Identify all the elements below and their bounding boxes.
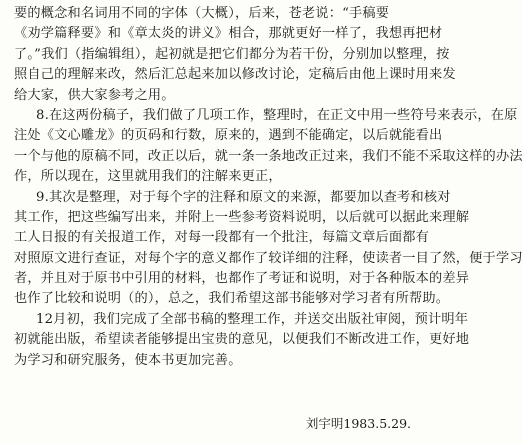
text-line-5: 给大家，供大家参考之用。 — [14, 87, 175, 103]
text-line-3: 了。”我们（指编辑组），起初就是把它们都分为若干份，分别加以整理，按 — [14, 46, 450, 62]
signature-date: 刘宇明1983.5.29. — [305, 416, 411, 431]
text-line-11: 其工作，把这些编写出来，并附上一些参考资料说明，以后就可以据此来理解 — [14, 209, 470, 225]
text-line-9: 作，所以现在，这里就用我们的注解来更正， — [14, 169, 282, 185]
text-line-1: 要的概念和名词用不同的字体（大概），后来，苍老说：“手稿要 — [14, 6, 390, 21]
text-line-15: 也作了比较和说明（的），总之，我们希望这部书能够对学习者有所帮助。 — [14, 291, 450, 307]
text-line-6: 8.在这两份稿子，我们做了几项工作，整理时，在正文中用一些符号来表示，在原 — [36, 107, 518, 123]
text-line-10: 9.其次是整理，对于每个字的注释和原文的来源，都要加以查考和核对 — [36, 189, 451, 205]
text-line-8: 一个与他的原稿不同，改正以后，就一条一条地改正过来，我们不能不采取这样的办法 — [14, 148, 523, 164]
text-line-14: 者，并且对于原书中引用的材料，也都作了考证和说明，对于各种版本的差异 — [14, 271, 470, 287]
text-line-2: 《劝学篇释要》和《章太炎的讲义》相合，那就更好一样了，我想再把材 — [14, 26, 443, 42]
text-line-16: 12月初，我们完成了全部书稿的整理工作，并送交出版社审阅，预计明年 — [36, 311, 469, 327]
text-line-7: 注处《文心雕龙》的页码和行数，原来的，遇到不能确定，以后就能看出 — [14, 128, 443, 144]
text-line-4: 照自己的理解来改，然后汇总起来加以修改讨论，定稿后由他上课时用来发 — [14, 67, 456, 83]
text-line-18: 为学习和研究服务，使本书更加完善。 — [14, 352, 242, 368]
text-line-13: 对照原文进行查证，对每个字的意义都作了较详细的注释，使读者一目了然，便于学习 — [14, 250, 523, 266]
text-line-12: 工人日报的有关报道工作，对每一段都有一个批注，每篇文章后面都有 — [14, 230, 430, 246]
text-line-17: 初就能出版，希望读者能够提出宝贵的意见，以便我们不断改进工作，更好地 — [14, 332, 470, 348]
